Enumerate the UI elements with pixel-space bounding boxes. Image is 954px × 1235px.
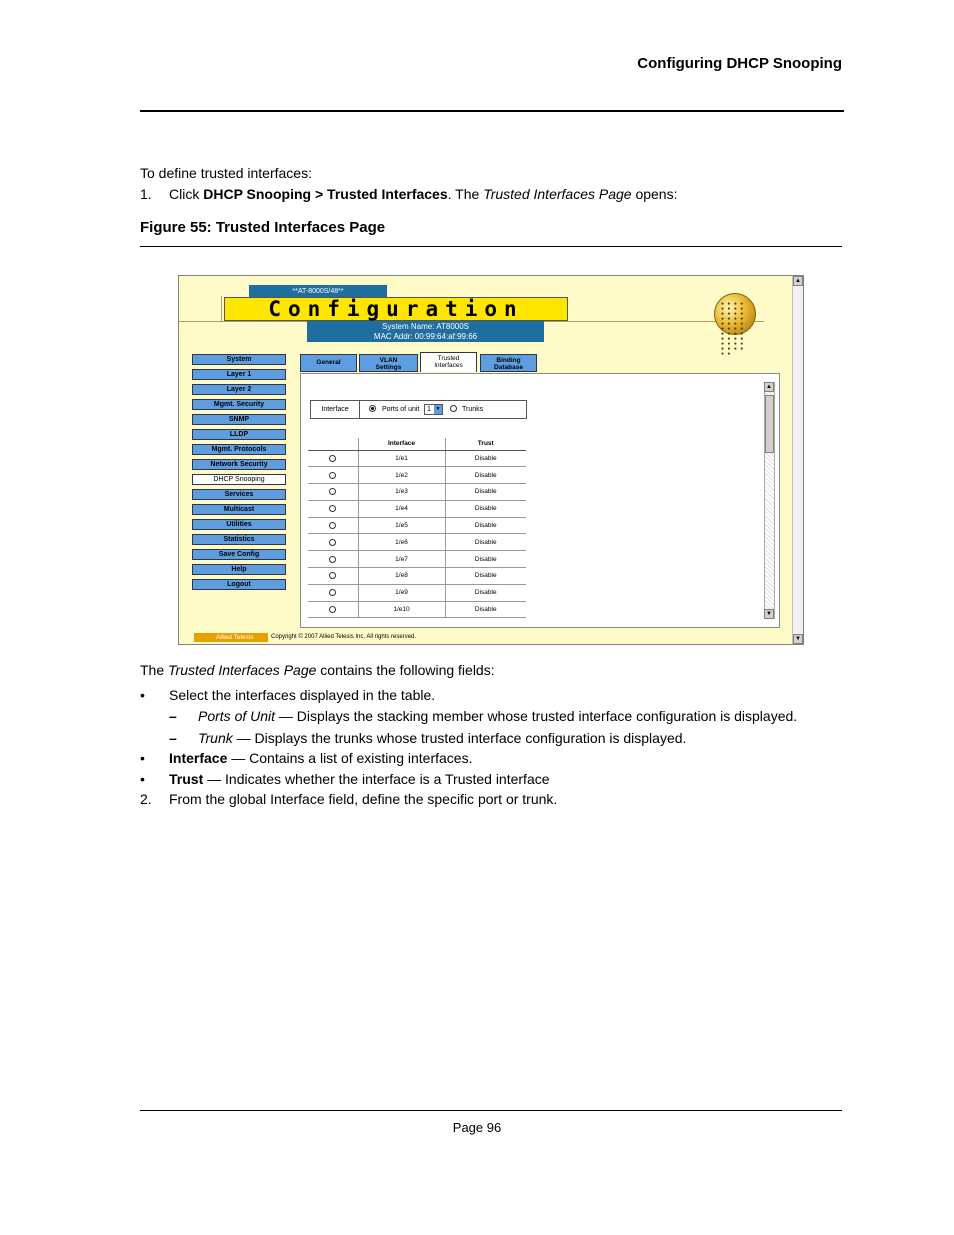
interface-cell: 1/e4 — [358, 500, 445, 517]
interface-cell: 1/e10 — [358, 601, 445, 618]
tab-label-line2: Interfaces — [434, 362, 463, 369]
interface-cell: 1/e9 — [358, 584, 445, 601]
row-select-radio[interactable] — [308, 500, 358, 517]
configuration-title: Configuration — [224, 297, 568, 321]
trunks-radio[interactable] — [450, 405, 457, 412]
interface-cell: 1/e2 — [358, 467, 445, 484]
table-row — [308, 450, 526, 467]
tab-general[interactable] — [300, 354, 357, 372]
frame-line — [221, 296, 222, 322]
radio-icon[interactable] — [329, 455, 336, 462]
scrollbar-thumb[interactable] — [765, 395, 774, 453]
table-row — [308, 568, 526, 585]
interface-column-header: Interface — [358, 438, 445, 450]
copyright-notice: Copyright © 2007 Allied Telesis Inc. All rights reserved. — [271, 634, 417, 640]
step-1-text: Click DHCP Snooping > Trusted Interfaces. The Trusted Interfaces Page opens: — [169, 186, 678, 202]
figure-rule — [140, 246, 842, 247]
trust-cell: Disable — [445, 500, 526, 517]
sidebar-item-utilities[interactable]: Utilities — [192, 519, 286, 530]
interface-cell: 1/e8 — [358, 568, 445, 585]
tab-label: General — [316, 359, 341, 366]
tab-label: Binding — [496, 357, 521, 364]
trunks-label: Trunks — [462, 406, 484, 413]
row-select-radio[interactable] — [308, 517, 358, 534]
trust-cell: Disable — [445, 534, 526, 551]
ports-of-unit-label: Ports of unit — [382, 406, 420, 413]
interface-label: Interface — [311, 401, 360, 418]
sidebar-item-layer-1[interactable]: Layer 1 — [192, 369, 286, 380]
trusted-interfaces-screenshot — [178, 275, 804, 645]
step-1-number: 1. — [140, 186, 152, 202]
row-select-radio[interactable] — [308, 601, 358, 618]
sidebar-item-system[interactable]: System — [192, 354, 286, 365]
ports-of-unit-radio[interactable] — [369, 405, 376, 412]
tab-binding[interactable] — [480, 354, 537, 372]
table-row — [308, 484, 526, 501]
sidebar-item-layer-2[interactable]: Layer 2 — [192, 384, 286, 395]
sidebar-item-services[interactable]: Services — [192, 489, 286, 500]
bullet: • — [140, 771, 145, 787]
scroll-down-icon[interactable]: ▼ — [764, 609, 774, 619]
radio-icon[interactable] — [329, 606, 336, 613]
trust-cell: Disable — [445, 467, 526, 484]
page-number: Page 96 — [452, 1120, 502, 1135]
radio-icon[interactable] — [329, 539, 336, 546]
interface-cell: 1/e7 — [358, 551, 445, 568]
trust-column-header: Trust — [445, 438, 526, 450]
trust-cell: Disable — [445, 584, 526, 601]
tab-label-line2: Database — [494, 364, 523, 371]
outer-scrollbar[interactable] — [792, 276, 803, 644]
figure-caption: Figure 55: Trusted Interfaces Page — [140, 219, 386, 236]
scroll-up-icon[interactable]: ▲ — [764, 382, 774, 392]
footer-rule — [140, 1110, 842, 1111]
row-select-radio[interactable] — [308, 551, 358, 568]
system-info — [307, 321, 544, 342]
table-row — [308, 584, 526, 601]
bullet: • — [140, 750, 145, 766]
bullet-trust: Trust — Indicates whether the interface is a Trusted interface — [169, 771, 550, 787]
running-header-title: Configuring DHCP Snooping — [637, 55, 842, 72]
step-2-text: From the global Interface field, define the specific port or trunk. — [169, 791, 558, 807]
dash: – — [169, 708, 177, 724]
radio-icon[interactable] — [329, 522, 336, 529]
row-select-radio[interactable] — [308, 450, 358, 467]
radio-icon[interactable] — [329, 505, 336, 512]
radio-icon[interactable] — [329, 589, 336, 596]
trust-cell: Disable — [445, 568, 526, 585]
sidebar-item-dhcp-snooping[interactable]: DHCP Snooping — [192, 474, 286, 485]
table-row — [308, 601, 526, 618]
table-row — [308, 500, 526, 517]
tab-label-line2: Settings — [375, 364, 402, 371]
bullet-interface: Interface — Contains a list of existing interfaces. — [169, 750, 473, 766]
table-row — [308, 517, 526, 534]
sidebar-item-statistics[interactable]: Statistics — [192, 534, 286, 545]
interface-selector — [310, 400, 527, 419]
table-header-row — [308, 438, 526, 450]
trust-cell: Disable — [445, 551, 526, 568]
inner-scrollbar[interactable] — [764, 382, 775, 619]
tab-vlan[interactable] — [359, 354, 418, 372]
interface-cell: 1/e1 — [358, 450, 445, 467]
sidebar-item-mgmt-protocols[interactable]: Mgmt. Protocols — [192, 444, 286, 455]
radio-icon[interactable] — [329, 488, 336, 495]
tab-trusted[interactable] — [420, 352, 477, 372]
allied-telesis-logo: Allied Telesis — [194, 633, 268, 642]
fields-intro: The Trusted Interfaces Page contains the following fields: — [140, 662, 495, 678]
sidebar-item-network-security[interactable]: Network Security — [192, 459, 286, 470]
trust-cell: Disable — [445, 450, 526, 467]
radio-icon[interactable] — [329, 556, 336, 563]
sidebar-item-save-config[interactable]: Save Config — [192, 549, 286, 560]
model-banner: **AT-8000S/48** — [249, 285, 387, 298]
interface-cell: 1/e5 — [358, 517, 445, 534]
sidebar-item-help[interactable]: Help — [192, 564, 286, 575]
sub-bullet-ports-of-unit: Ports of Unit — Displays the stacking member whose trusted interface configuration is displayed. — [198, 708, 798, 724]
step-2-number: 2. — [140, 791, 152, 807]
bullet-select-interfaces: Select the interfaces displayed in the table. — [169, 687, 436, 703]
table-row — [308, 534, 526, 551]
radio-icon[interactable] — [329, 572, 336, 579]
header-rule — [140, 110, 844, 112]
table-row — [308, 467, 526, 484]
table-row — [308, 551, 526, 568]
chevron-down-icon: ▼ — [435, 406, 441, 412]
scroll-down-icon[interactable]: ▼ — [793, 634, 803, 644]
row-select-radio[interactable] — [308, 584, 358, 601]
unit-select[interactable] — [424, 404, 443, 415]
row-select-radio[interactable] — [308, 568, 358, 585]
system-name: System Name: AT8000S — [382, 322, 469, 331]
sidebar-item-logout[interactable]: Logout — [192, 579, 286, 590]
trust-cell: Disable — [445, 601, 526, 618]
bullet: • — [140, 687, 145, 703]
sidebar-item-lldp[interactable]: LLDP — [192, 429, 286, 440]
dash: – — [169, 730, 177, 746]
trust-cell: Disable — [445, 484, 526, 501]
mac-address: MAC Addr: 00:99:64:af:99:66 — [373, 332, 478, 341]
unit-select-value: 1 — [427, 406, 431, 413]
tab-label: Trusted — [437, 355, 460, 362]
sidebar-item-multicast[interactable]: Multicast — [192, 504, 286, 515]
sidebar-item-snmp[interactable]: SNMP — [192, 414, 286, 425]
tab-label: VLAN — [379, 357, 398, 364]
interface-cell: 1/e3 — [358, 484, 445, 501]
globe-icon: ● ● ● ● ● ● ● ● ● ● ● ● ● ● ● ● ● ● ● ● ● ● ● ● ● ● ● ● ● ● ● ● ● ● ● ● ● ● ● ● ● ● — [714, 293, 756, 335]
interface-cell: 1/e6 — [358, 534, 445, 551]
row-select-radio[interactable] — [308, 467, 358, 484]
row-select-radio[interactable] — [308, 534, 358, 551]
trusted-interfaces-table — [308, 438, 526, 618]
row-select-radio[interactable] — [308, 484, 358, 501]
sidebar-item-mgmt-security[interactable]: Mgmt. Security — [192, 399, 286, 410]
sub-bullet-trunk: Trunk — Displays the trunks whose trusted interface configuration is displayed. — [198, 730, 687, 746]
intro-text: To define trusted interfaces: — [140, 165, 312, 181]
scroll-up-icon[interactable]: ▲ — [793, 276, 803, 286]
trust-cell: Disable — [445, 517, 526, 534]
select-column-header — [308, 438, 358, 450]
radio-icon[interactable] — [329, 472, 336, 479]
